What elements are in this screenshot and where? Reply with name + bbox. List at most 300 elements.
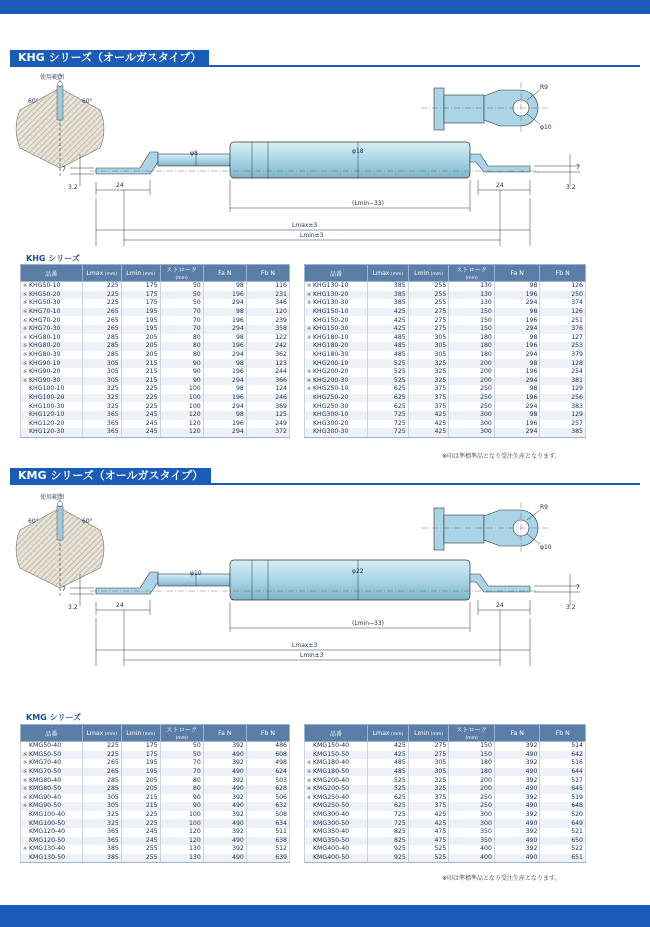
dimension-label-height-right: 7 [576,584,580,591]
table-row [21,282,290,291]
value-cell: 200 [449,377,495,386]
table-row [305,776,586,785]
value-cell: 285 [82,785,121,794]
model-number: KHG100-20 [29,394,65,402]
value-cell: 196 [203,342,246,351]
value-cell: 725 [368,411,409,420]
model-number: KHG130-10 [313,282,349,290]
value-cell: 300 [449,411,495,420]
table-row [21,785,290,794]
model-number: KHG90-20 [29,368,61,376]
model-cell [305,334,368,343]
model-number: KMG400-40 [313,845,350,853]
value-cell: 130 [160,854,203,863]
value-cell: 215 [121,794,160,803]
value-cell: 122 [246,334,289,343]
value-cell: 80 [160,785,203,794]
value-cell: 257 [540,420,586,429]
semi-standard-mark: ※ [307,786,312,793]
table-row [305,359,586,368]
value-cell: 50 [160,299,203,308]
table-row [305,342,586,351]
dimension-label-radius: R9 [540,504,548,511]
column-header [494,725,540,742]
table-row [305,334,586,343]
table-row [21,751,290,760]
value-cell: 246 [246,394,289,403]
value-cell: 90 [160,802,203,811]
column-header-label: Lmin [414,729,430,737]
model-cell [21,316,83,325]
model-number: KHG150-20 [313,316,349,324]
value-cell: 294 [494,377,540,386]
value-cell: 385 [368,299,409,308]
model-number: KHG180-20 [313,342,349,350]
dimension-label-range-label: 使用範囲 [40,74,65,81]
value-cell: 120 [160,411,203,420]
value-cell: 200 [449,368,495,377]
value-cell: 275 [408,308,449,317]
value-cell: 490 [494,802,540,811]
value-cell: 392 [494,794,540,803]
table-row [21,742,290,751]
model-number: KHG130-20 [313,290,349,298]
value-cell: 634 [246,819,289,828]
model-number: KMG70-40 [29,759,62,767]
value-cell: 90 [160,368,203,377]
column-header-label: Lmax [86,729,104,737]
value-cell: 725 [368,420,409,429]
value-cell: 196 [494,342,540,351]
value-cell: 625 [368,394,409,403]
section-rule [10,483,640,485]
model-number: KHG70-30 [29,325,61,333]
value-cell: 275 [408,742,449,751]
value-cell: 385 [368,282,409,291]
semi-standard-mark: ※ [23,751,28,758]
value-cell: 98 [203,385,246,394]
value-cell: 638 [246,837,289,846]
table-row [21,420,290,429]
dimension-label-radius: R9 [540,84,548,91]
value-cell: 196 [203,316,246,325]
value-cell: 175 [121,299,160,308]
value-cell: 195 [121,759,160,768]
column-header-label: Fb N [260,729,275,737]
model-number: KHG50-20 [29,290,61,298]
dimension-label-offset-left: 3.2 [68,184,78,191]
value-cell: 825 [368,828,409,837]
model-cell [305,802,368,811]
value-cell: 305 [82,377,121,386]
dimension-label-angle-right: 60° [82,518,93,525]
column-header [449,265,495,282]
column-header [368,265,409,282]
model-number: KMG150-40 [313,742,350,750]
value-cell: 175 [121,742,160,751]
value-cell: 90 [160,377,203,386]
value-cell: 369 [246,402,289,411]
value-cell: 294 [203,351,246,360]
model-number: KHG80-20 [29,342,61,350]
value-cell: 392 [203,845,246,854]
value-cell: 525 [368,776,409,785]
value-cell: 392 [203,759,246,768]
value-cell: 392 [494,742,540,751]
value-cell: 180 [449,759,495,768]
value-cell: 215 [121,359,160,368]
table-row [21,845,290,854]
value-cell: 375 [408,394,449,403]
value-cell: 392 [203,811,246,820]
dimension-label-angle-left: 60° [28,518,39,525]
dimension-label-cyl-dia: φ18 [352,148,364,155]
value-cell: 245 [121,837,160,846]
dimension-label-angle-left: 60° [28,98,39,105]
value-cell: 100 [160,394,203,403]
table-row [305,385,586,394]
table-row [305,751,586,760]
semi-standard-mark: ※ [23,794,28,801]
model-number: KMG80-50 [29,785,62,793]
dimension-label-rod-dia: φ10 [190,570,202,577]
value-cell: 385 [368,291,409,300]
value-cell: 175 [121,282,160,291]
value-cell: 225 [121,811,160,820]
value-cell: 490 [494,854,540,863]
section-title-kmg [10,468,211,483]
model-number: KMG200-50 [313,785,350,793]
table-title-kmg: KMG シリーズ [26,713,82,722]
value-cell: 265 [82,768,121,777]
dimension-label-end-dim-right: 24 [496,602,504,609]
value-cell: 525 [408,854,449,863]
value-cell: 385 [540,428,586,437]
value-cell: 180 [449,334,495,343]
value-cell: 365 [82,837,121,846]
model-cell [305,742,368,751]
value-cell: 196 [494,368,540,377]
spec-table-khg-right [304,264,586,438]
value-cell: 205 [121,334,160,343]
model-number: KMG150-50 [313,750,350,758]
value-cell: 628 [246,785,289,794]
value-cell: 245 [121,420,160,429]
value-cell: 70 [160,316,203,325]
dimension-label-hole: φ10 [540,544,552,551]
value-cell: 725 [368,811,409,820]
model-number: KHG100-30 [29,402,65,410]
table-row [305,411,586,420]
value-cell: 98 [494,334,540,343]
value-cell: 490 [203,768,246,777]
value-cell: 250 [449,794,495,803]
table-row [305,845,586,854]
model-cell [305,308,368,317]
value-cell: 365 [82,828,121,837]
value-cell: 392 [203,742,246,751]
model-number: KMG50-40 [29,742,62,750]
value-cell: 503 [246,776,289,785]
table-row [305,811,586,820]
value-cell: 650 [540,837,586,846]
model-number: KHG130-30 [313,299,349,307]
value-cell: 98 [494,282,540,291]
value-cell: 498 [246,759,289,768]
left-bracket [96,152,158,174]
model-cell [305,819,368,828]
value-cell: 126 [540,308,586,317]
value-cell: 305 [82,359,121,368]
semi-standard-mark: ※ [23,300,28,307]
value-cell: 350 [449,828,495,837]
value-cell: 196 [203,420,246,429]
value-cell: 70 [160,308,203,317]
semi-standard-mark: ※ [23,334,28,341]
value-cell: 275 [408,316,449,325]
model-cell [21,377,83,386]
value-cell: 100 [160,402,203,411]
column-header-unit: (mm) [389,731,404,737]
model-cell [21,819,83,828]
model-cell [21,837,83,846]
value-cell: 645 [540,785,586,794]
model-cell [21,776,83,785]
model-cell [21,325,83,334]
table-row [21,325,290,334]
value-cell: 925 [368,854,409,863]
table-row [21,359,290,368]
semi-standard-mark: ※ [307,760,312,767]
value-cell: 362 [246,351,289,360]
value-cell: 625 [368,402,409,411]
value-cell: 325 [82,385,121,394]
drawing-kmg [0,488,650,678]
value-cell: 50 [160,282,203,291]
value-cell: 275 [408,751,449,760]
value-cell: 195 [121,768,160,777]
value-cell: 358 [246,325,289,334]
value-cell: 375 [408,794,449,803]
model-cell [305,377,368,386]
value-cell: 175 [121,291,160,300]
value-cell: 242 [246,342,289,351]
dimension-label-offset-right: 3.2 [566,604,576,611]
model-number: KMG50-50 [29,750,62,758]
value-cell: 649 [540,819,586,828]
column-header-label: Fb N [555,729,570,737]
value-cell: 392 [203,794,246,803]
dimension-label-lmin-total: Lmin±3 [300,232,324,239]
value-cell: 392 [494,759,540,768]
model-cell [21,411,83,420]
model-cell [21,359,83,368]
model-cell [21,845,83,854]
value-cell: 285 [82,776,121,785]
value-cell: 525 [408,845,449,854]
value-cell: 425 [368,751,409,760]
column-header [408,265,449,282]
value-cell: 490 [494,751,540,760]
value-cell: 70 [160,768,203,777]
model-number: KMG200-40 [313,776,350,784]
value-cell: 285 [82,334,121,343]
value-cell: 520 [540,811,586,820]
value-cell: 80 [160,351,203,360]
value-cell: 625 [368,794,409,803]
value-cell: 305 [408,768,449,777]
value-cell: 285 [82,351,121,360]
dimension-label-end-dim-right: 24 [496,182,504,189]
semi-standard-mark: ※ [23,352,28,359]
value-cell: 608 [246,751,289,760]
model-number: KMG300-50 [313,819,350,827]
model-number: KHG250-10 [313,385,349,393]
value-cell: 490 [203,837,246,846]
value-cell: 508 [246,811,289,820]
value-cell: 294 [203,377,246,386]
value-cell: 196 [203,291,246,300]
dimension-label-lmin-total: Lmin±3 [300,652,324,659]
value-cell: 648 [540,802,586,811]
dimension-label-cyl-dia: φ22 [352,568,364,575]
value-cell: 196 [494,316,540,325]
column-header [82,725,121,742]
value-cell: 265 [82,759,121,768]
section-rule [10,65,640,67]
model-number: KMG350-40 [313,828,350,836]
value-cell: 385 [82,854,121,863]
value-cell: 130 [449,282,495,291]
model-number: KMG90-40 [29,793,62,801]
value-cell: 80 [160,334,203,343]
value-cell: 485 [368,759,409,768]
table-row [305,377,586,386]
value-cell: 514 [540,742,586,751]
value-cell: 365 [82,420,121,429]
note-kmg: ※印は準標準品となり受注生産となります。 [442,875,561,882]
semi-standard-mark: ※ [23,760,28,767]
table-row [305,837,586,846]
value-cell: 375 [408,802,449,811]
value-cell: 205 [121,785,160,794]
right-bracket [470,574,530,592]
value-cell: 120 [160,428,203,437]
model-number: KMG100-50 [29,819,66,827]
table-row [21,819,290,828]
table-row [21,837,290,846]
table-row [305,428,586,437]
value-cell: 485 [368,768,409,777]
value-cell: 490 [494,819,540,828]
value-cell: 98 [494,308,540,317]
rod-end-detail [421,502,548,554]
column-header-label: 品番 [329,730,343,738]
model-number: KMG130-40 [29,845,66,853]
value-cell: 251 [540,316,586,325]
column-header-label: Lmax [372,269,390,277]
value-cell: 725 [368,428,409,437]
semi-standard-mark: ※ [23,846,28,853]
section-title-label: KMG シリーズ（オールガスタイプ） [10,468,211,483]
value-cell: 225 [82,282,121,291]
table-row [305,351,586,360]
value-cell: 256 [540,394,586,403]
value-cell: 70 [160,759,203,768]
drawing-khg [0,68,650,258]
value-cell: 425 [408,819,449,828]
value-cell: 490 [203,802,246,811]
table-row [305,325,586,334]
model-cell [305,299,368,308]
model-number: KHG80-30 [29,351,61,359]
value-cell: 392 [494,828,540,837]
model-cell [21,342,83,351]
value-cell: 485 [368,351,409,360]
value-cell: 98 [203,334,246,343]
model-cell [21,394,83,403]
value-cell: 255 [121,854,160,863]
value-cell: 255 [408,291,449,300]
table-title-khg: KHG シリーズ [26,254,80,263]
column-header-unit: (mm) [175,276,188,281]
dimension-label-height-left: 7 [62,166,66,173]
model-cell [305,316,368,325]
value-cell: 325 [82,402,121,411]
table-row [21,308,290,317]
column-header [305,725,368,742]
value-cell: 475 [408,837,449,846]
value-cell: 294 [494,325,540,334]
value-cell: 100 [160,385,203,394]
column-header [160,265,203,282]
dimension-label-hole: φ10 [540,124,552,131]
model-number: KHG200-20 [313,368,349,376]
model-cell [21,759,83,768]
model-cell [305,325,368,334]
table-row [21,291,290,300]
left-bracket [96,572,158,594]
semi-standard-mark: ※ [23,786,28,793]
semi-standard-mark: ※ [23,326,28,333]
value-cell: 195 [121,316,160,325]
value-cell: 485 [368,342,409,351]
model-number: KMG250-50 [313,802,350,810]
bottom-band [0,905,650,927]
value-cell: 150 [449,751,495,760]
table-row [21,377,290,386]
table-row [305,308,586,317]
spec-table-khg-left [20,264,290,438]
model-cell [305,828,368,837]
value-cell: 300 [449,819,495,828]
value-cell: 392 [203,828,246,837]
column-header-label: Lmin [126,269,142,277]
value-cell: 225 [82,742,121,751]
table-row [305,768,586,777]
table-row [21,428,290,437]
model-cell [21,751,83,760]
value-cell: 265 [82,325,121,334]
value-cell: 130 [160,845,203,854]
value-cell: 215 [121,377,160,386]
model-cell [21,742,83,751]
value-cell: 325 [408,377,449,386]
value-cell: 374 [540,299,586,308]
value-cell: 425 [408,420,449,429]
column-header [246,265,289,282]
column-header-label: ストローク [166,727,198,734]
